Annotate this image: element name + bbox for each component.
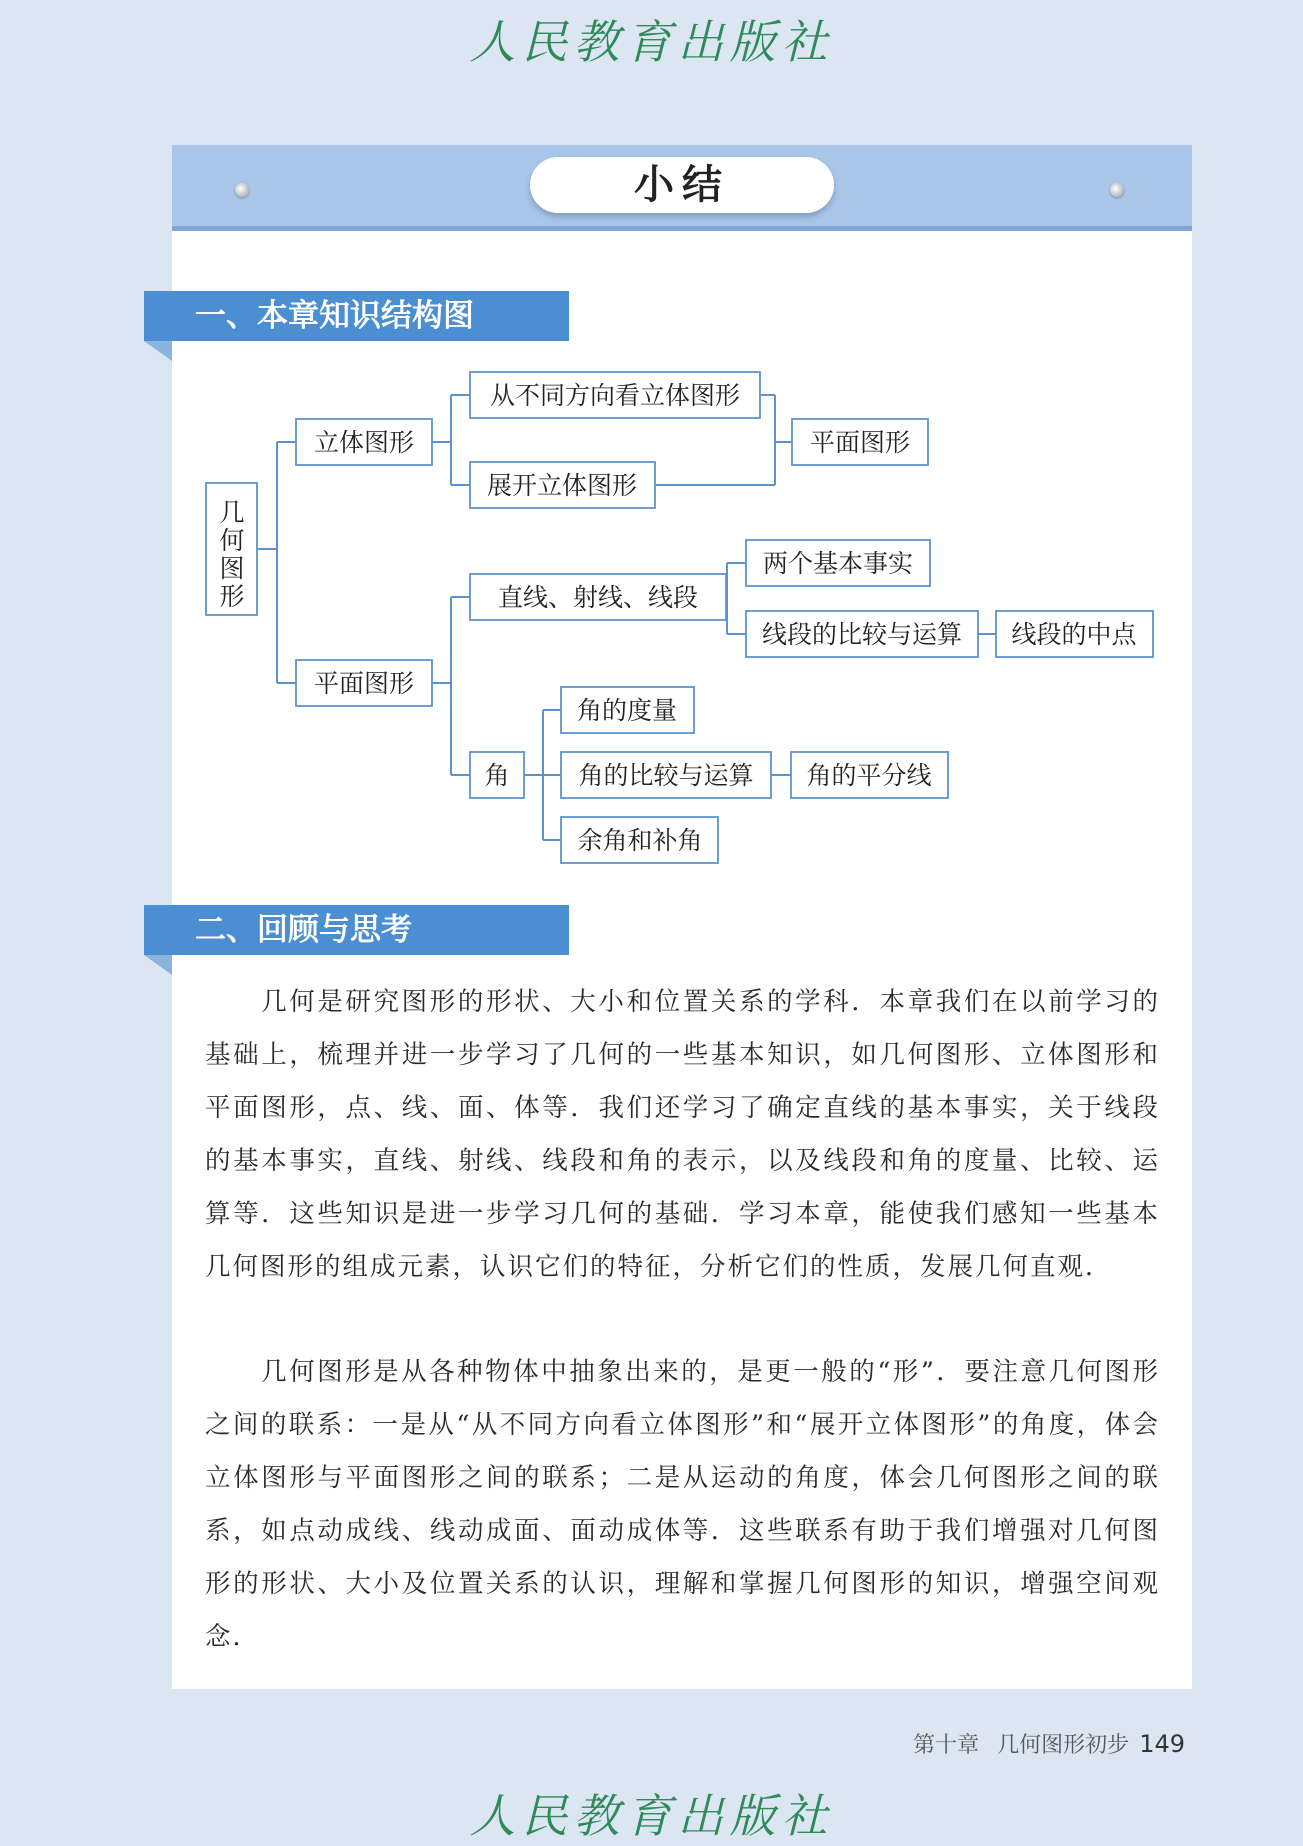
section-heading-structure: 一、本章知识结构图	[144, 291, 569, 341]
node-plane-result-label: 平面图形	[809, 428, 911, 457]
publisher-logo-top: 人民教育出版社	[469, 15, 834, 69]
node-root-char-1: 几	[219, 498, 245, 527]
paragraph-2: 几何图形是从各种物体中抽象出来的，是更一般的“形”．要注意几何图形之间的联系：一是从“从不同方向看立体图形”和“展开立体图形”的角度，体会立体图形与平面图形之间的联系；二是从运动的角度，体会几何图形之间的联系，如点动成线、线动成面、面动成体等．这些联系有助于我们增强对几何图形的形状、大小及位置关系的认识，理解和掌握几何图形的知识，增强空间观念．	[205, 1357, 1160, 1652]
node-complement-label: 余角和补角	[577, 826, 703, 855]
footer-chapter-title: 几何图形初步	[997, 1733, 1130, 1758]
node-solid-label: 立体图形	[313, 428, 415, 457]
node-root-char-4: 形	[219, 582, 245, 611]
section-heading-review: 二、回顾与思考	[144, 905, 569, 955]
node-bisector-label: 角的平分线	[806, 761, 932, 790]
node-unfold-label: 展开立体图形	[486, 471, 638, 500]
publisher-logo-bottom: 人民教育出版社	[469, 1789, 834, 1843]
node-angle-label: 角	[484, 761, 510, 790]
node-root-char-2: 何	[219, 526, 245, 555]
node-lines-label: 直线、射线、线段	[497, 583, 699, 612]
node-seg-compare-label: 线段的比较与运算	[761, 620, 963, 649]
node-measure-label: 角的度量	[576, 696, 678, 725]
page-footer	[913, 1728, 1185, 1759]
node-angle-compare-label: 角的比较与运算	[578, 761, 754, 790]
page-title: 小结	[530, 157, 834, 213]
knowledge-structure-diagram	[0, 0, 1303, 900]
paragraph-1: 几何是研究图形的形状、大小和位置关系的学科．本章我们在以前学习的基础上，梳理并进一步学习了几何的一些基本知识，如几何图形、立体图形和平面图形，点、线、面、体等．我们还学习了确定直线的基本事实，关于线段的基本事实，直线、射线、线段和角的表示，以及线段和角的度量、比较、运算等．这些知识是进一步学习几何的基础．学习本章，能使我们感知一些基本几何图形的组成元素，认识它们的特征，分析它们的性质，发展几何直观．	[205, 987, 1160, 1282]
page-number: 149	[1139, 1730, 1185, 1758]
footer-chapter: 第十章	[913, 1733, 980, 1758]
node-root-char-3: 图	[219, 554, 245, 583]
node-plane-label: 平面图形	[313, 669, 415, 698]
section-fold-2	[144, 955, 172, 975]
node-view-label: 从不同方向看立体图形	[489, 381, 741, 410]
node-facts-label: 两个基本事实	[762, 549, 914, 578]
node-midpoint-label: 线段的中点	[1011, 620, 1137, 649]
